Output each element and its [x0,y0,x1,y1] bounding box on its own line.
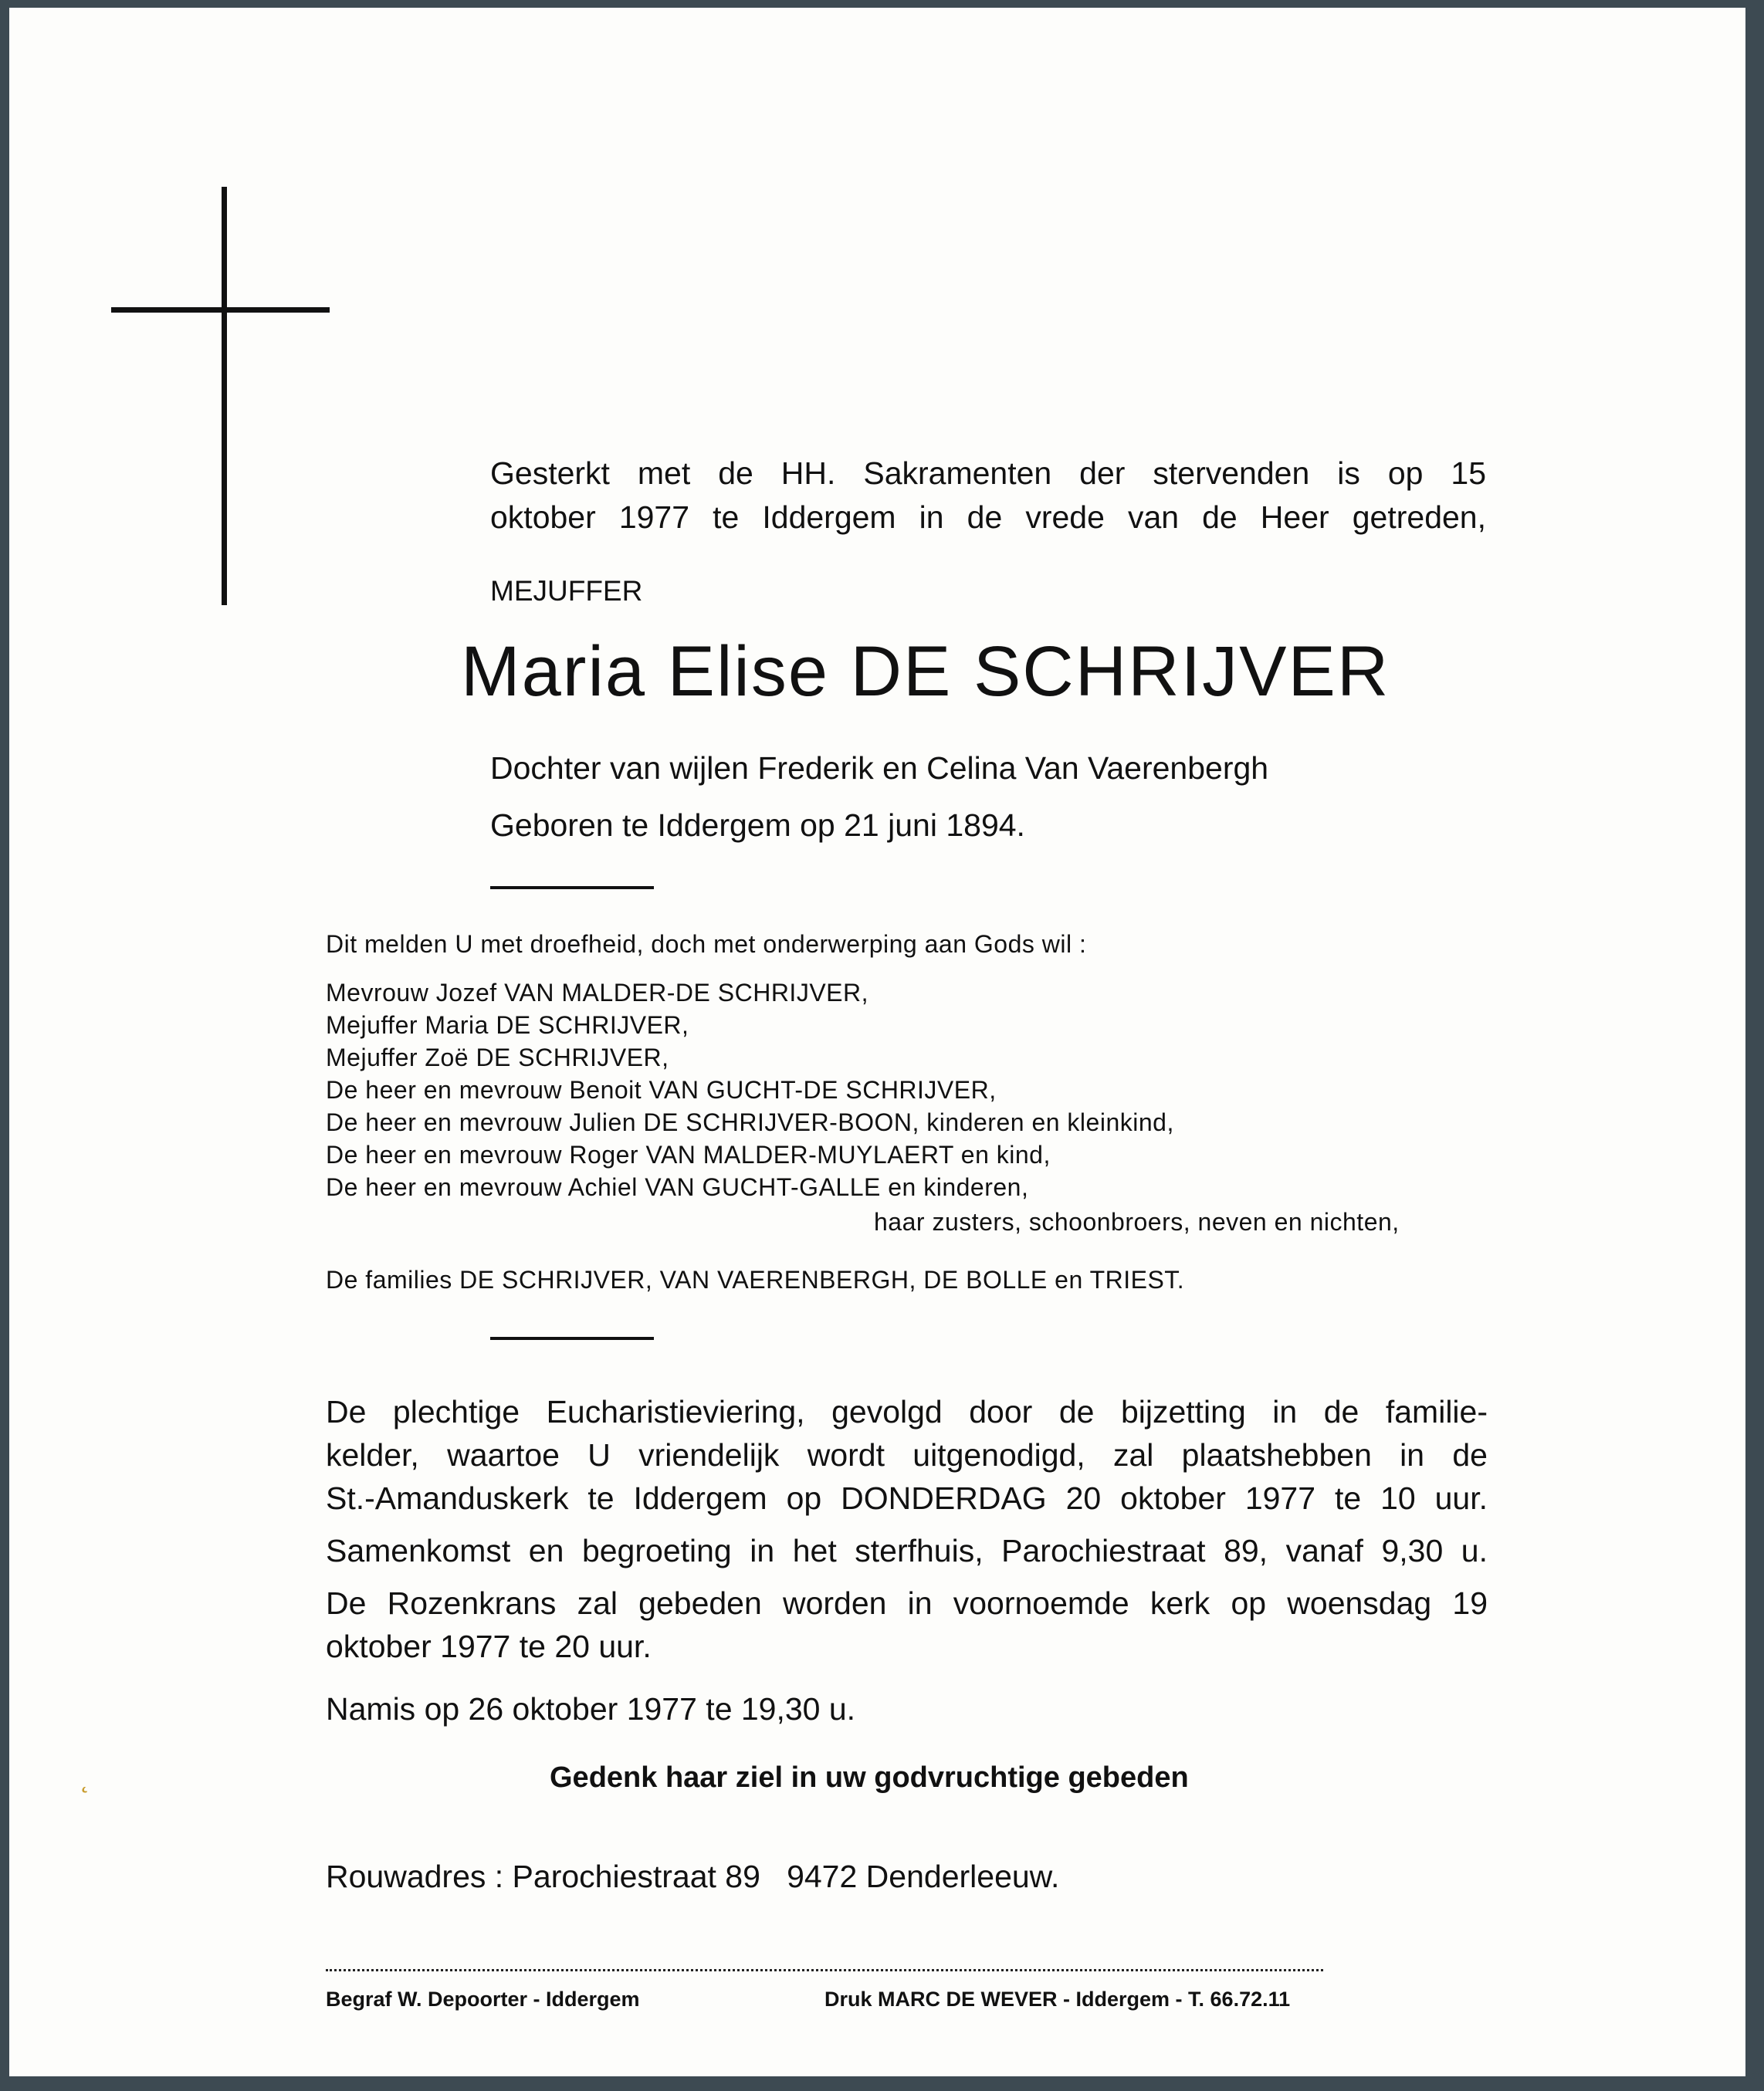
family-member: De heer en mevrouw Julien DE SCHRIJVER-BOON, kinderen en kleinkind, [326,1108,1174,1136]
rosary-line-1: De Rozenkrans zal gebeden worden in voornoemde kerk op woensdag 19 [326,1585,1488,1621]
family-member: Mejuffer Maria DE SCHRIJVER, [326,1011,689,1039]
family-member: De heer en mevrouw Benoit VAN GUCHT-DE SCHRIJVER, [326,1076,997,1104]
rosary-line-2: oktober 1977 te 20 uur. [326,1629,652,1664]
intro-line-2: oktober 1977 te Iddergem in de vrede van de Heer getreden, [490,499,1486,535]
paper-stain: ˛ [81,1761,90,1793]
ceremony-line-3: St.-Amanduskerk te Iddergem op DONDERDAG 20 oktober 1977 te 10 uur. [326,1480,1488,1516]
relatives-line: haar zusters, schoonbroers, neven en nichten, [874,1208,1400,1236]
family-member: De heer en mevrouw Roger VAN MALDER-MUYLAERT en kind, [326,1141,1051,1169]
footer-undertaker: Begraf W. Depoorter - Iddergem [326,1988,640,2011]
family-intro: Dit melden U met droefheid, doch met onderwerping aan Gods wil : [326,930,1087,958]
gathering-line: Samenkomst en begroeting in het sterfhuis, Parochiestraat 89, vanaf 9,30 u. [326,1533,1488,1568]
family-member: Mevrouw Jozef VAN MALDER-DE SCHRIJVER, [326,979,868,1007]
honorific: MEJUFFER [490,575,643,607]
deceased-name: Maria Elise DE SCHRIJVER [461,632,1390,711]
intro-line-1: Gesterkt met de HH. Sakramenten der stervenden is op 15 [490,455,1486,491]
footer-printer: Druk MARC DE WEVER - Iddergem - T. 66.72.11 [824,1988,1291,2011]
ceremony-line-2: kelder, waartoe U vriendelijk wordt uitgenodigd, zal plaatshebben in de [326,1437,1488,1473]
cross-icon-bar [111,307,330,313]
family-member: Mejuffer Zoë DE SCHRIJVER, [326,1044,669,1071]
divider [490,886,654,889]
memorial-card [9,8,1745,2076]
ceremony-line-1: De plechtige Eucharistieviering, gevolgd door de bijzetting in de familie- [326,1394,1488,1430]
cross-icon [222,187,227,605]
divider [490,1337,654,1340]
namis-line: Namis op 26 oktober 1977 te 19,30 u. [326,1691,856,1727]
prayer-line: Gedenk haar ziel in uw godvruchtige gebeden [550,1761,1189,1794]
mourning-address: Rouwadres : Parochiestraat 89 9472 Denderleeuw. [326,1859,1060,1894]
family-member: De heer en mevrouw Achiel VAN GUCHT-GALLE en kinderen, [326,1173,1029,1201]
footer-dotted-rule [326,1969,1323,1971]
families-line: De families DE SCHRIJVER, VAN VAERENBERGH, DE BOLLE en TRIEST. [326,1266,1185,1294]
parents-line: Dochter van wijlen Frederik en Celina Van Vaerenbergh [490,750,1269,786]
birth-line: Geboren te Iddergem op 21 juni 1894. [490,807,1025,843]
